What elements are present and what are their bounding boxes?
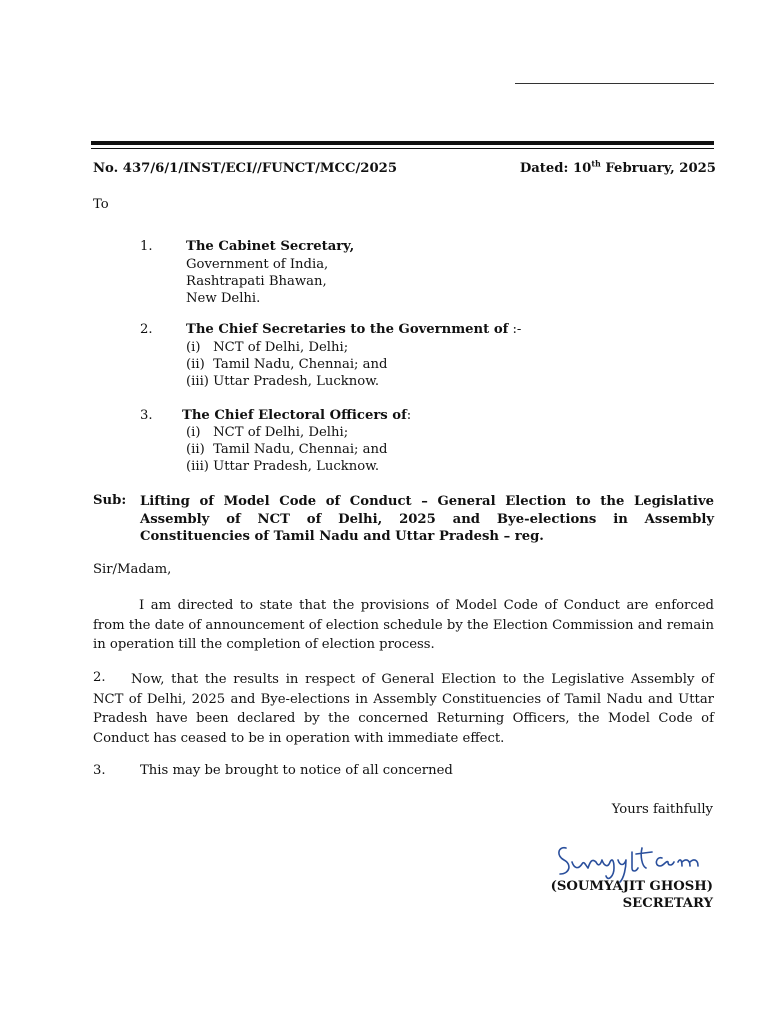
recipient-line: (ii) Tamil Nadu, Chennai; and [186, 357, 388, 372]
recipient-line: Government of India, [186, 257, 329, 272]
paragraph-2: Now, that the results in respect of General Election to the Legislative Assembly of NCT of Delhi, 2025 and Bye-elections in Assembly Constituencies of Tamil Nadu and Uttar Pradesh have been declared by the concerned Returning Officers, the Model Code of Conduct has ceased to be in operation with immediate effect. [93, 672, 714, 746]
date-suffix: February, 2025 [600, 161, 716, 176]
signatory-name: (SOUMYAJIT GHOSH) [550, 879, 713, 894]
closing: Yours faithfully [611, 802, 713, 817]
recipient-number: 2. [140, 322, 153, 337]
header-rule-thin [91, 148, 714, 149]
letter-date [519, 158, 716, 176]
recipient-line: (i) NCT of Delhi, Delhi; [186, 340, 349, 355]
date-prefix: Dated: 10 [519, 161, 592, 176]
recipient-title: The Chief Electoral Officers of [182, 408, 407, 423]
to-label: To [93, 197, 109, 212]
recipient-title-suffix: :- [508, 322, 522, 337]
subject-label: Sub: [93, 493, 127, 508]
recipient-number: 3. [140, 408, 153, 423]
recipient-line: New Delhi. [186, 291, 261, 306]
recipient-title-row [186, 322, 521, 337]
paragraph-3: This may be brought to notice of all concerned [140, 763, 453, 778]
recipient-number: 1. [140, 239, 153, 254]
paragraph-3-number: 3. [93, 763, 106, 778]
recipient-line: (i) NCT of Delhi, Delhi; [186, 425, 349, 440]
signatory-designation: SECRETARY [622, 896, 713, 911]
paragraph-1: I am directed to state that the provisions of Model Code of Conduct are enforced from the date of announcement of election schedule by the Election Commission and remain in operation till the completion of election process. [93, 598, 714, 653]
reference-number: No. 437/6/1/INST/ECI//FUNCT/MCC/2025 [93, 161, 398, 176]
recipient-title-row [182, 408, 411, 423]
salutation: Sir/Madam, [93, 562, 172, 577]
recipient-title-suffix: : [406, 408, 412, 423]
recipient-title: The Chief Secretaries to the Government of [186, 322, 509, 337]
recipient-line: Rashtrapati Bhawan, [186, 274, 327, 289]
subject-text: Lifting of Model Code of Conduct – General Election to the Legislative Assembly of NCT of Delhi, 2025 and Bye-elections in Assembly Constituencies of Tamil Nadu and Uttar Pradesh – reg. [140, 494, 714, 545]
recipient-line: (iii) Uttar Pradesh, Lucknow. [186, 459, 380, 474]
handwritten-signature [552, 838, 748, 884]
recipient-line: (iii) Uttar Pradesh, Lucknow. [186, 374, 380, 389]
header-signature-line [515, 83, 714, 84]
recipient-line: (ii) Tamil Nadu, Chennai; and [186, 442, 388, 457]
header-rule-thick [91, 141, 714, 145]
recipient-title: The Cabinet Secretary, [186, 239, 355, 254]
date-superscript: th [591, 158, 601, 169]
paragraph-2-number: 2. [93, 670, 106, 685]
